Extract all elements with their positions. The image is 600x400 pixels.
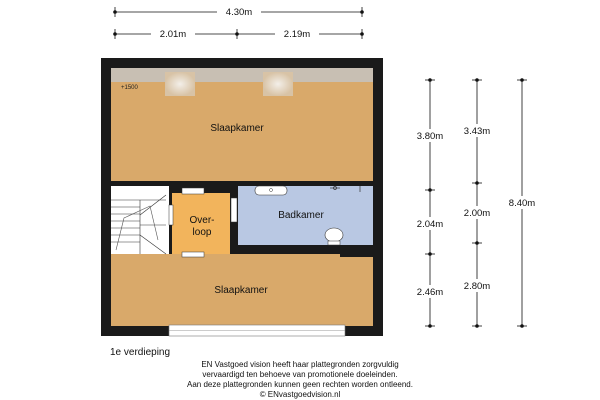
toilet-icon xyxy=(325,228,343,242)
disclaimer xyxy=(0,360,600,400)
disclaimer-line-2: vervaardigd ten behoeve van promotionele doeleinden. xyxy=(202,370,398,379)
floor-title: 1e verdieping xyxy=(110,347,171,358)
label-bathroom: Badkamer xyxy=(278,210,324,221)
disclaimer-line-4: © ENvastgoedvision.nl xyxy=(259,390,341,399)
label-landing-line2: loop xyxy=(192,227,212,238)
skylight-right xyxy=(263,72,293,96)
dim-v2-middle: 2.00m xyxy=(463,208,491,219)
skylight-left xyxy=(165,72,195,96)
dim-v2-bottom: 2.80m xyxy=(463,281,491,292)
dim-v1-middle: 2.04m xyxy=(416,219,444,230)
label-bedroom-bottom: Slaapkamer xyxy=(214,285,268,296)
dim-v1-bottom: 2.46m xyxy=(416,287,444,298)
dim-v1-top: 3.80m xyxy=(416,131,444,142)
label-landing-line1: Over- xyxy=(189,215,215,226)
dim-left-width: 2.01m xyxy=(159,29,187,40)
height-marker: +1500 xyxy=(121,85,138,91)
dim-right-width: 2.19m xyxy=(283,29,311,40)
label-bedroom-top: Slaapkamer xyxy=(210,123,264,134)
dim-total-width: 4.30m xyxy=(225,7,253,18)
disclaimer-line-1: EN Vastgoed vision heeft haar plattegronden zorgvuldig xyxy=(201,360,399,369)
dim-v2-top: 3.43m xyxy=(463,126,491,137)
disclaimer-line-3: Aan deze plattegronden kunnen geen rechten worden ontleend. xyxy=(187,380,413,389)
dim-v3-total: 8.40m xyxy=(508,198,536,209)
